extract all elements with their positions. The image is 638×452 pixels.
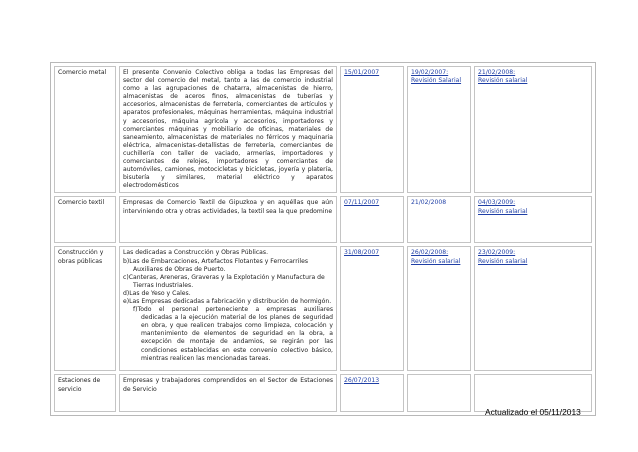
scope-item: d)Las de Yeso y Cales. [123, 289, 191, 297]
sector-cell [54, 246, 116, 371]
description-cell: El presente Convenio Colectivo obliga a todas las Empresas del sector del comercio del metal, tanto a las de comercio industrial como a las agrupaciones de chatarra, almacenistas de hierro, almacenistas de aceros finos, almacenistas de tuberías y accesorios, almacenistas de ferretería, comerciantes de artículos y aparatos profesionales, máquinas herramientas, máquina industrial y accesorios, máquina agrícola y accesorios, importadores y comerciantes máquinas y mobiliario de oficinas, materiales de saneamiento, almacenistas de materiales no férricos y maquinaria eléctrica, almacenistas-detallistas de ferretería, comerciantes de cuchillería con taller de vaciado, armerías, importadores y comerciantes de relojes, importadores y comerciantes de automóviles, camiones, motocicletas y bicicletas, joyería y platería, bisutería y similares, material eléctrico y aparatos electrodomésticos [119, 66, 337, 193]
revision-note-link[interactable]: Revisión salarial [478, 257, 528, 265]
table-row [54, 196, 592, 243]
revision-date-link[interactable]: 19/02/2007: [411, 69, 449, 76]
scope-item: c)Canteras, Areneras, Graveras y la Explotación y Manufactura de Tierras Industriales. [123, 273, 325, 289]
revision-date-link[interactable]: 23/02/2009: [478, 249, 516, 257]
table-row [54, 66, 592, 193]
sector-line: Construcción y [58, 249, 104, 257]
scope-item: b)Las de Embarcaciones, Artefactos Flotantes y Ferrocarriles Auxiliares de Obras de Puerto. [123, 257, 309, 273]
revision-note-link[interactable]: Revisión salarial [411, 257, 461, 265]
table-row [54, 246, 592, 371]
date2-cell [407, 196, 471, 243]
updated-date-footer: Actualizado el 05/11/2013 [485, 407, 581, 417]
scope-item: e)Las Empresas dedicadas a fabricación y distribución de hormigón. [123, 297, 332, 305]
sector-cell: Comercio metal [54, 66, 116, 193]
bulletin-date-link[interactable]: 15/01/2007 [344, 69, 380, 76]
bulletin-date-link[interactable]: 26/07/2013 [344, 377, 380, 385]
revision-date-link[interactable]: 21/02/2008: [478, 69, 516, 76]
scope-item: Las dedicadas a Construcción y Obras Públicas. [123, 249, 269, 257]
revision-note-link[interactable]: Revisión Salarial [411, 77, 462, 85]
date1-cell [340, 66, 404, 193]
date3-cell [474, 246, 592, 371]
sector-cell [54, 374, 116, 412]
sector-line: obras públicas [58, 257, 103, 265]
bulletin-date-link[interactable]: 31/08/2007 [344, 249, 380, 257]
convenios-table [50, 62, 596, 416]
date1-cell [340, 196, 404, 243]
date3-cell [474, 66, 592, 193]
bulletin-date-link[interactable]: 07/11/2007 [344, 199, 380, 207]
scope-sub-item: f)Todo el personal perteneciente a empresas auxiliares dedicadas a la ejecución material de los planes de seguridad en obra, y que realicen trabajos como limpieza, colocación y mantenimiento de elementos de seguridad en la obra, a excepción de montaje de andamios, se regirán por las condiciones establecidas en este convenio colectivo básico, mientras realicen las mencionadas tareas. [133, 306, 333, 362]
revision-date-text: 21/02/2008 [411, 199, 447, 207]
date1-cell [340, 246, 404, 371]
date3-cell [474, 196, 592, 243]
sector-line: Estaciones de [58, 377, 101, 385]
sector-cell: Comercio textil [54, 196, 116, 243]
date1-cell [340, 374, 404, 412]
description-cell: Empresas y trabajadores comprendidos en el Sector de Estaciones de Servicio [119, 374, 337, 412]
revision-date-link[interactable]: 26/02/2008: [411, 249, 449, 257]
revision-date-link[interactable]: 04/03/2009: [478, 199, 516, 207]
date2-cell [407, 374, 471, 412]
revision-note-link[interactable]: Revisión salarial [478, 77, 528, 85]
sector-line: servicio [58, 385, 82, 393]
date2-cell [407, 246, 471, 371]
date2-cell [407, 66, 471, 193]
revision-note-link[interactable]: Revisión salarial [478, 207, 528, 215]
description-cell: Empresas de Comercio Textil de Gipuzkoa y en aquéllas que aún interviniendo otra y otras actividades, la textil sea la que predomine [119, 196, 337, 243]
description-cell [119, 246, 337, 371]
